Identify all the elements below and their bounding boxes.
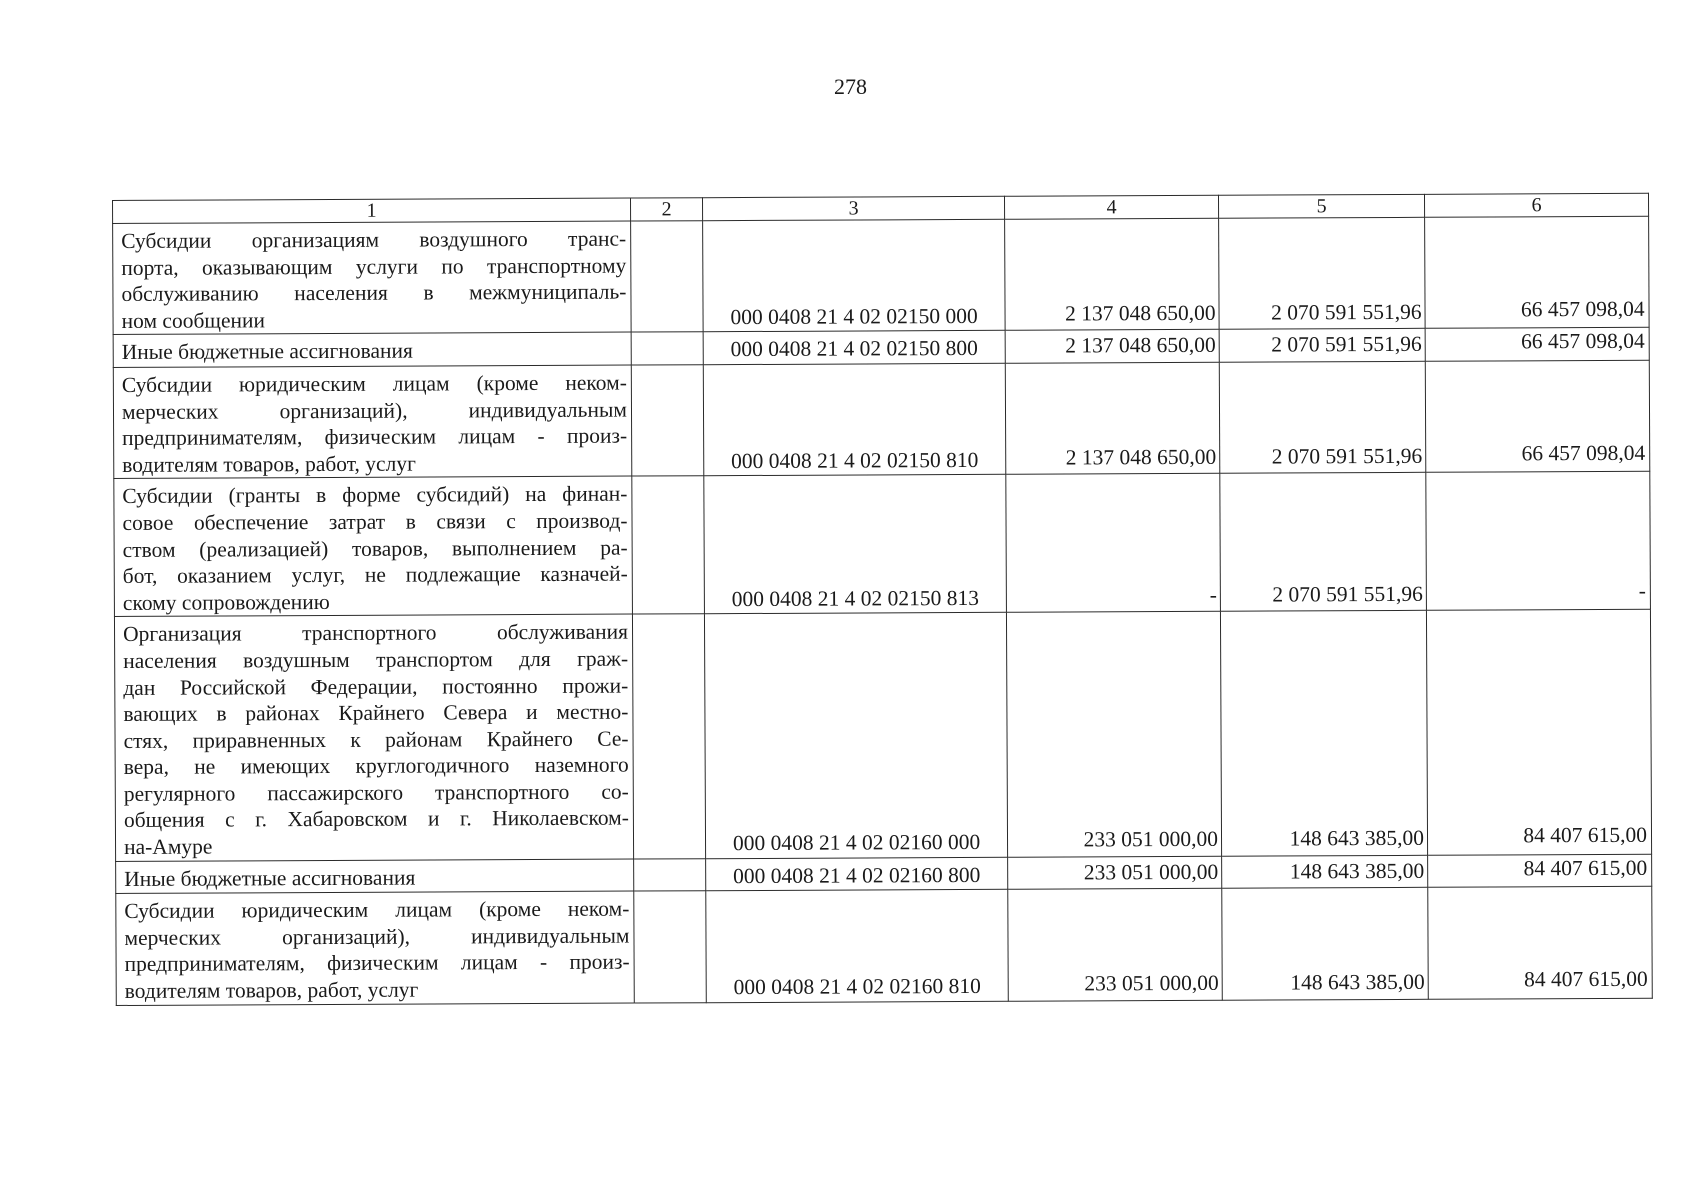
row-name-line: Иные бюджетные ассигнования [121,338,413,365]
row-col6-cell: 84 407 615,00 [1426,610,1651,855]
row-name-line: регулярного пассажирского транспортного со- [123,779,629,806]
row-name-line: скому сопровождению [122,589,330,615]
row-code-cell: 000 0408 21 4 02 02160 000 [704,613,1007,859]
row-col4-cell: 233 051 000,00 [1008,889,1223,1001]
row-name-line: ном сообщении [121,308,266,333]
row-name-cell [113,332,631,367]
row-col5-cell: 2 070 591 551,96 [1219,217,1426,329]
row-col2-cell [634,891,707,1003]
header-cell-6: 6 [1424,193,1648,217]
row-code-cell: 000 0408 21 4 02 02150 810 [703,363,1006,476]
row-col4-cell: 233 051 000,00 [1008,856,1222,890]
header-cell-3: 3 [702,196,1004,220]
row-col6-cell: - [1426,472,1651,611]
row-name-line: вера, не имеющих круглогодичного наземного [123,752,629,780]
row-name-cell [116,859,634,894]
row-code-cell: 000 0408 21 4 02 02160 800 [706,857,1008,891]
row-col5-cell: 148 643 385,00 [1222,855,1428,889]
row-col6-cell: 66 457 098,04 [1425,360,1650,472]
row-col4-cell: - [1006,474,1221,613]
row-name-line: мерческих организаций), индивидуальным [124,923,630,950]
row-name-line: мерческих организаций), индивидуальным [121,397,628,424]
table-row [114,610,1651,862]
row-name-cell [113,365,632,479]
row-col5-cell: 2 070 591 551,96 [1219,329,1425,363]
row-col5-cell: 2 070 591 551,96 [1219,361,1426,473]
row-code-cell: 000 0408 21 4 02 02150 813 [704,475,1007,614]
row-name-line: бот, оказанием услуг, не подлежащие казначей- [122,561,628,589]
row-name-line: стях, приравненных к районам Крайнего Се- [123,726,629,753]
header-cell-5: 5 [1218,194,1424,218]
header-cell-4: 4 [1004,195,1218,219]
row-col2-cell [632,476,705,614]
row-col2-cell [631,221,704,333]
row-col5-cell: 148 643 385,00 [1220,611,1427,856]
table-row [113,216,1650,335]
row-name-line: Организация транспортного обслуживания [122,619,629,647]
row-col2-cell [631,365,704,477]
row-name-cell [114,614,633,861]
table-row [116,887,1653,1006]
row-code-cell: 000 0408 21 4 02 02150 000 [703,219,1006,332]
row-name-line: предпринимателям, физическим лицам - произ- [122,423,628,451]
row-name-cell [116,891,635,1005]
row-code-cell: 000 0408 21 4 02 02150 800 [703,331,1005,365]
row-col4-cell: 2 137 048 650,00 [1005,330,1219,364]
row-name-line: обслуживанию населения в межмуниципаль- [121,279,627,307]
row-name-cell [114,476,633,616]
budget-table [112,193,1653,1006]
row-name-line: Субсидии юридическим лицам (кроме неком- [124,896,630,924]
row-name-line: водителям товаров, работ, услуг [122,451,416,477]
row-name-line: порта, оказывающим услуги по транспортному [121,253,627,280]
row-name-line: Субсидии (гранты в форме субсидий) на финан- [122,481,628,509]
table-row [113,360,1650,479]
row-name-line: ством (реализацией) товаров, выполнением ра- [122,535,628,562]
row-col2-cell [632,614,705,859]
header-cell-2: 2 [630,198,702,221]
row-name-line: Иные бюджетные ассигнования [124,865,416,891]
page-number: 278 [834,74,867,99]
row-col6-cell: 84 407 615,00 [1428,854,1652,888]
row-name-line: Субсидии организациям воздушного транс- [121,226,627,253]
row-name-line: предпринимателям, физическим лицам - произ- [124,950,630,977]
row-col6-cell: 84 407 615,00 [1428,887,1653,999]
row-col2-cell [631,332,703,365]
row-col4-cell: 2 137 048 650,00 [1005,362,1220,474]
row-col4-cell: 2 137 048 650,00 [1005,218,1220,330]
row-col6-cell: 66 457 098,04 [1425,328,1649,362]
row-col5-cell: 2 070 591 551,96 [1220,473,1427,612]
row-col6-cell: 66 457 098,04 [1425,216,1650,328]
row-name-line: Субсидии юридическим лицам (кроме неком- [121,370,627,397]
header-cell-1: 1 [113,198,631,223]
row-name-line: общения с г. Хабаровском и г. Николаевском- [123,806,629,833]
row-name-line: на-Амуре [123,834,213,860]
row-name-line: совое обеспечение затрат в связи с производ- [122,508,628,535]
row-col2-cell [634,858,706,891]
budget-table-wrapper [112,193,1652,1006]
row-name-line: водителям товаров, работ, услуг [124,977,419,1003]
row-name-line: населения воздушным транспортом для граж- [123,646,629,673]
row-col5-cell: 148 643 385,00 [1222,888,1429,1000]
row-name-cell [113,221,632,335]
row-col4-cell: 233 051 000,00 [1006,612,1221,857]
table-row [114,472,1651,617]
row-name-line: дан Российской Федерации, постоянно прожи- [123,673,629,700]
row-name-line: вающих в районах Крайнего Севера и местно- [123,699,629,727]
row-code-cell: 000 0408 21 4 02 02160 810 [706,890,1009,1003]
